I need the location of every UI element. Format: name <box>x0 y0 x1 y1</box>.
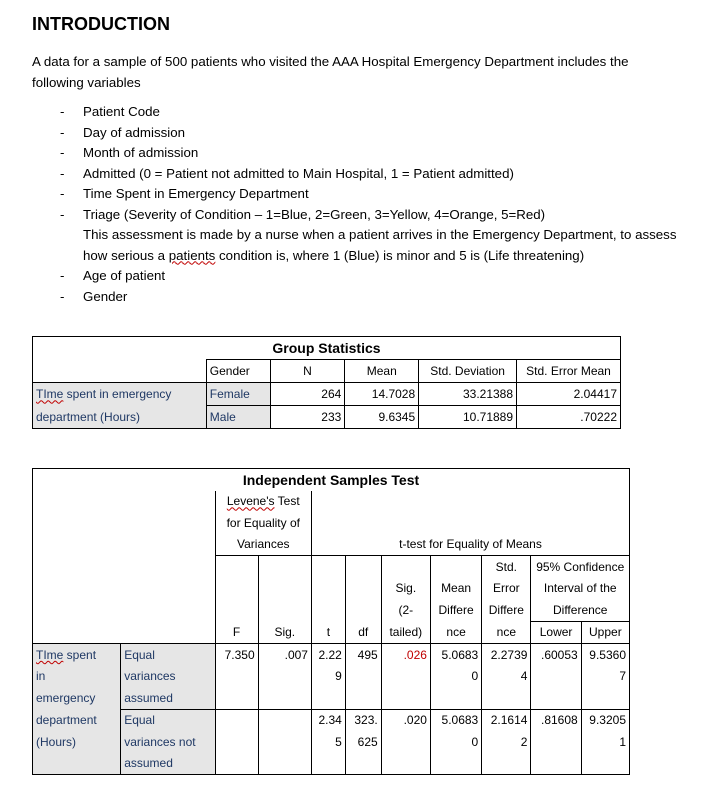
list-item: - Gender <box>60 288 128 304</box>
row-label: TIme spent in emergency <box>33 383 207 406</box>
header-se: Std. Error Mean <box>517 360 621 383</box>
table-row: TIme spent Equal 7.350 .007 2.22 495 .026 5.0683 2.2739 .60053 9.5360 <box>33 644 630 666</box>
header-n: N <box>270 360 345 383</box>
row-label: TIme spent <box>33 644 121 666</box>
header-gender: Gender <box>206 360 270 383</box>
triage-note: This assessment is made by a nurse when a patient arrives in the Emergency Department, to assess how serious a patients condition is, where 1 (Blue) is minor and 5 is (Life threatening) <box>83 227 677 263</box>
header-sd: Std. Deviation <box>419 360 517 383</box>
list-item: - Admitted (0 = Patient not admitted to Main Hospital, 1 = Patient admitted) <box>60 165 514 181</box>
table-title: Independent Samples Test <box>33 469 630 491</box>
group-statistics-table <box>32 336 621 429</box>
table-row: department Equal 2.34 323. .020 5.0683 2.1614 .81608 9.3205 <box>33 709 630 731</box>
independent-samples-test-table: Independent Samples Test Levene's Test for Equality of Variances t-test for Equality of Means Std. 95% Confidence Sig. Mean Error Interval of the (2- Differe Differe Difference F Sig. t df tailed) nce nce Lower Upper TIme spent Equal 7.350 .007 2.22 495 .026 5.0683 2.2739 .60053 9.5360 in variances 9 0 4 7 emergency assumed department Equal 2.34 323. .020 5.0683 2.1614 .81608 9.3205 (Hours) variances not 5 625 0 2 1 assumed <box>32 468 630 775</box>
list-item: - Time Spent in Emergency Department <box>60 186 309 201</box>
variable-list <box>60 102 680 307</box>
list-item: - Patient Code <box>60 104 160 119</box>
intro-paragraph: A data for a sample of 500 patients who visited the AAA Hospital Emergency Department includes the following variables <box>32 54 629 90</box>
list-item: - Triage (Severity of Condition – 1=Blue, 2=Green, 3=Yellow, 4=Orange, 5=Red) This assessment is made by a nurse when a patient arrives in the Emergency Department, to assess how serious a patients condition is, where 1 (Blue) is minor and 5 is (Life threatening) <box>60 206 677 263</box>
header-mean: Mean <box>345 360 419 383</box>
table-title: Group Statistics <box>33 337 621 360</box>
table-row: department (Hours) Male 233 9.6345 10.71889 .70222 <box>33 406 621 429</box>
list-item: - Age of patient <box>60 268 166 283</box>
list-item: - Day of admission <box>60 124 185 140</box>
table-row: TIme spent in emergency Female 264 14.7028 33.21388 2.04417 <box>33 383 621 406</box>
list-item: - Month of admission <box>60 145 199 160</box>
ttest-header: t-test for Equality of Means <box>311 534 629 556</box>
levene-header: Levene's Test <box>215 491 311 513</box>
page-heading: INTRODUCTION <box>32 14 170 34</box>
